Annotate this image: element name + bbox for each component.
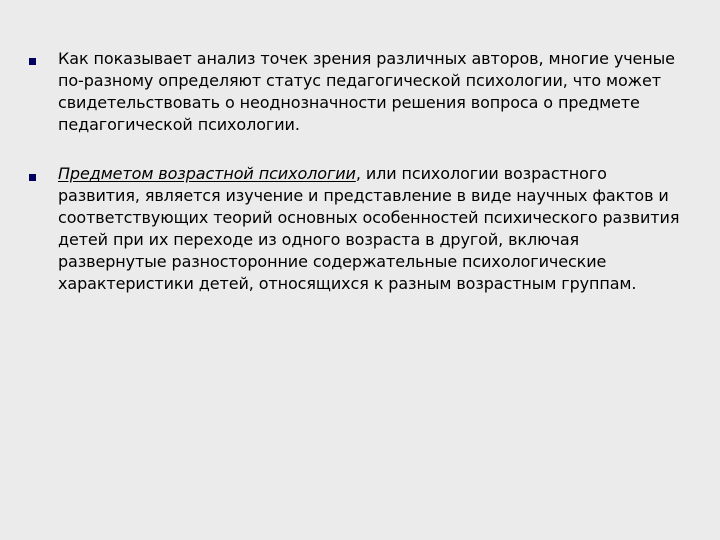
bullet-marker-icon [29, 58, 36, 65]
bullet-paragraph-2 [58, 163, 698, 295]
bullet-paragraph-1 [58, 48, 698, 136]
bullet-2-text: , или психологии возрастного развития, является изучение и представление в виде научных фактов и соответствующих теорий основных особенностей психического развития детей при их переходе из одного возраста в другой, включая развернутые разносторонние содержательные психологические характеристики детей, относящихся к разным возрастным группам. [58, 164, 680, 293]
bullet-2-lead-term: Предметом возрастной психологии [58, 164, 356, 183]
bullet-1-text: Как показывает анализ точек зрения различных авторов, многие ученые по-разному определяют статус педагогической психологии, что может свидетельствовать о неоднозначности решения вопроса о предмете педагогической психологии. [58, 49, 675, 134]
bullet-marker-icon [29, 174, 36, 181]
